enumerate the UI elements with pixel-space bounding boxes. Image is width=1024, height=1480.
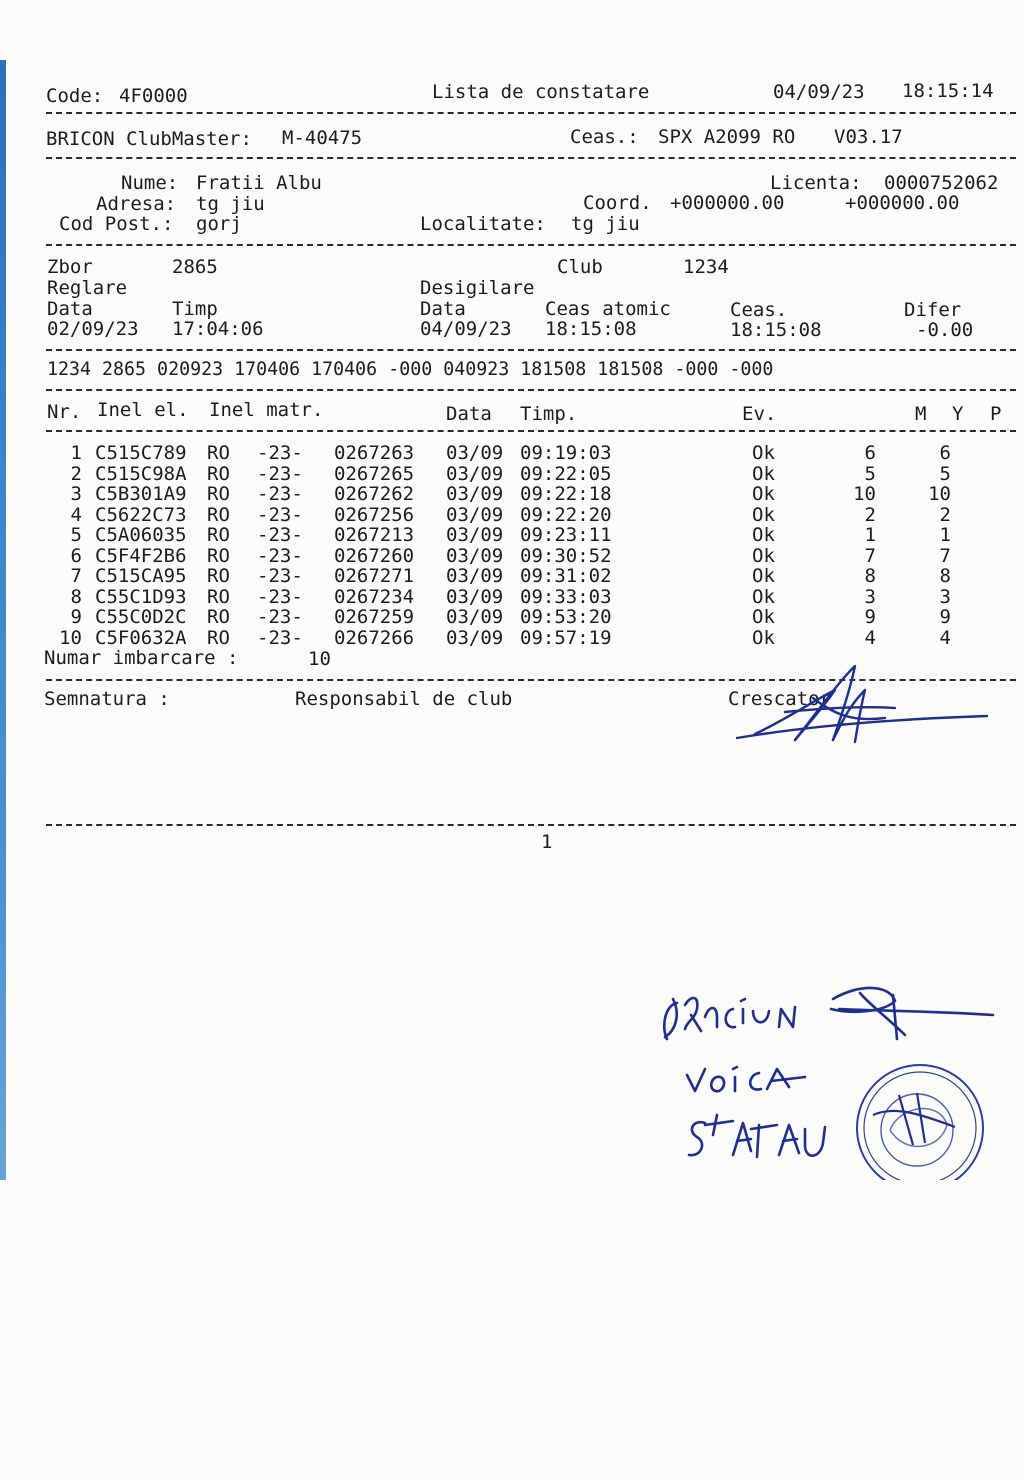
row-m: 10 [853,483,876,505]
row-y: 7 [939,544,951,567]
row-m: 7 [864,544,876,567]
row-inel-matr: 0267262 [334,483,415,505]
row-status: Ok [752,442,775,464]
des-data-label: Data [420,298,466,320]
row-nr: 3 [70,483,82,505]
responsabil-label: Responsabil de club [295,688,513,710]
separator [46,389,1016,391]
table-row [0,464,1024,484]
row-year: -23- [257,524,303,546]
row-status: Ok [752,606,775,628]
row-country: RO [207,442,230,464]
row-time: 09:30:52 [520,544,612,567]
col-ev: Ev. [742,403,777,425]
atomic-time: 18:15:08 [545,318,637,340]
clock-value: SPX A2099 RO [658,126,796,148]
difer-label: Difer [904,299,962,321]
coord-y: +000000.00 [845,192,960,214]
row-year: -23- [257,565,303,587]
row-y: 9 [939,606,951,628]
reg-timp-label: Timp [172,298,218,320]
row-country: RO [207,503,230,526]
zbor-value: 2865 [172,256,218,278]
imbarcare-label: Numar imbarcare : [44,647,239,669]
row-inel-el: C55C1D93 [95,585,187,608]
row-date: 03/09 [446,626,504,649]
col-nr: Nr. [47,401,82,423]
des-date: 04/09/23 [420,318,512,340]
reg-data-label: Data [47,298,93,320]
print-time: 18:15:14 [902,80,994,102]
locality-value: tg jiu [571,213,640,235]
document-title: Lista de constatare [432,81,650,103]
row-inel-matr: 0267256 [334,503,415,526]
row-country: RO [207,606,230,628]
print-date: 04/09/23 [773,81,865,103]
clock-version: V03.17 [834,126,903,148]
col-m: M [915,403,927,425]
clubmaster-value: M-40475 [282,127,363,149]
row-inel-el: C5A06035 [95,524,187,546]
row-date: 03/09 [446,565,504,587]
row-date: 03/09 [446,585,504,608]
row-time: 09:19:03 [520,442,612,464]
table-row [0,484,1024,504]
code-label: Code: [46,85,104,107]
row-date: 03/09 [446,462,504,485]
coord-label: Coord. [583,192,652,214]
address-value: tg jiu [196,193,265,215]
separator [46,244,1016,246]
row-y: 1 [939,524,951,546]
row-nr: 1 [70,442,82,464]
col-p: P [990,403,1002,425]
row-y: 8 [939,565,951,587]
row-country: RO [207,483,230,505]
row-y: 2 [939,503,951,526]
row-nr: 4 [70,503,82,526]
coord-x: +000000.00 [670,192,785,214]
table-row [0,505,1024,525]
row-year: -23- [257,462,303,485]
difer-value: -0.00 [916,319,974,341]
table-header [0,400,1024,424]
row-y: 5 [939,462,951,485]
locality-label: Localitate: [420,213,546,235]
row-year: -23- [257,442,303,464]
row-date: 03/09 [446,544,504,567]
code-line: 1234 2865 020923 170406 170406 -000 040923 181508 181508 -000 -000 [47,359,774,380]
row-status: Ok [752,585,775,608]
imbarcare-value: 10 [308,648,331,670]
licence-label: Licenta: [770,172,862,194]
row-inel-el: C5B301A9 [95,483,187,505]
licence-value: 0000752062 [884,172,999,194]
table-row [0,566,1024,586]
row-year: -23- [257,483,303,505]
col-inel-el: Inel el. [97,399,189,421]
row-inel-el: C515C98A [95,462,187,485]
reglare-label: Reglare [47,277,128,299]
row-m: 2 [864,503,876,526]
col-data: Data [446,403,492,425]
row-country: RO [207,524,230,546]
row-m: 8 [864,565,876,587]
row-inel-el: C5622C73 [95,503,187,526]
ceas-label: Ceas. [730,299,788,321]
separator [46,349,1016,351]
row-inel-matr: 0267266 [334,626,415,649]
row-year: -23- [257,585,303,608]
row-time: 09:31:02 [520,565,612,587]
row-country: RO [207,544,230,567]
row-inel-matr: 0267213 [334,524,415,546]
row-status: Ok [752,483,775,505]
table-row [0,443,1024,463]
row-status: Ok [752,626,775,649]
row-inel-matr: 0267259 [334,606,415,628]
row-time: 09:53:20 [520,606,612,628]
row-status: Ok [752,503,775,526]
row-time: 09:57:19 [520,626,612,649]
postal-label: Cod Post.: [59,213,174,235]
row-m: 1 [864,524,876,546]
row-country: RO [207,565,230,587]
clock-time: 18:15:08 [730,319,822,341]
col-inel-matr: Inel matr. [209,399,324,421]
row-m: 9 [864,606,876,628]
code-value: 4F0000 [119,85,188,107]
row-inel-el: C55C0D2C [95,606,187,628]
clock-label: Ceas.: [570,126,639,148]
desigilare-label: Desigilare [420,277,535,299]
row-inel-matr: 0267263 [334,442,415,464]
reg-time: 17:04:06 [172,318,264,340]
row-status: Ok [752,462,775,485]
reg-date: 02/09/23 [47,318,139,340]
row-inel-el: C515CA95 [95,565,187,587]
separator [46,824,1016,826]
row-inel-el: C5F0632A [95,626,187,649]
row-inel-matr: 0267271 [334,565,415,587]
row-nr: 5 [70,524,82,546]
row-time: 09:22:05 [520,462,612,485]
clubmaster-label: BRICON ClubMaster: [46,128,252,150]
row-m: 4 [864,626,876,649]
row-y: 4 [939,626,951,649]
atomic-clock-label: Ceas atomic [545,298,671,320]
row-date: 03/09 [446,503,504,526]
row-date: 03/09 [446,606,504,628]
row-m: 5 [864,462,876,485]
page-number: 1 [541,831,553,853]
row-time: 09:33:03 [520,585,612,608]
club-label: Club [557,256,603,278]
row-year: -23- [257,503,303,526]
separator [46,157,1016,159]
row-m: 3 [864,585,876,608]
crescator-signature [725,660,995,750]
col-timp: Timp. [520,403,578,425]
table-row [0,525,1024,545]
row-date: 03/09 [446,442,504,464]
row-nr: 9 [70,606,82,628]
row-y: 10 [928,483,951,505]
row-y: 3 [939,585,951,608]
row-inel-matr: 0267260 [334,544,415,567]
row-country: RO [207,585,230,608]
postal-value: gorj [196,213,242,235]
row-date: 03/09 [446,524,504,546]
row-inel-el: C515C789 [95,442,187,464]
row-nr: 10 [59,626,82,649]
name-label: Nume: [121,172,179,194]
table-row [0,587,1024,607]
crescator-label: Crescator [728,688,831,710]
handwritten-names [655,965,1005,1180]
row-country: RO [207,462,230,485]
row-nr: 7 [70,565,82,587]
table-row [0,628,1024,648]
owner-name: Fratii Albu [196,172,322,194]
row-nr: 8 [70,585,82,608]
semnatura-label: Semnatura : [44,688,170,710]
row-time: 09:23:11 [520,524,612,546]
club-value: 1234 [683,256,729,278]
row-status: Ok [752,565,775,587]
row-year: -23- [257,606,303,628]
stamp-seal-icon [857,1065,983,1180]
row-time: 09:22:18 [520,483,612,505]
separator [46,112,1016,114]
row-inel-el: C5F4F2B6 [95,544,187,567]
row-time: 09:22:20 [520,503,612,526]
row-nr: 2 [70,462,82,485]
row-year: -23- [257,626,303,649]
row-status: Ok [752,544,775,567]
table-row [0,607,1024,627]
row-inel-matr: 0267234 [334,585,415,608]
col-y: Y [952,403,964,425]
row-year: -23- [257,544,303,567]
row-date: 03/09 [446,483,504,505]
address-label: Adresa: [96,193,177,215]
row-inel-matr: 0267265 [334,462,415,485]
row-m: 6 [864,442,876,464]
row-nr: 6 [70,544,82,567]
row-y: 6 [939,442,951,464]
table-row [0,546,1024,566]
separator [46,430,1016,432]
row-status: Ok [752,524,775,546]
row-country: RO [207,626,230,649]
zbor-label: Zbor [47,256,93,278]
